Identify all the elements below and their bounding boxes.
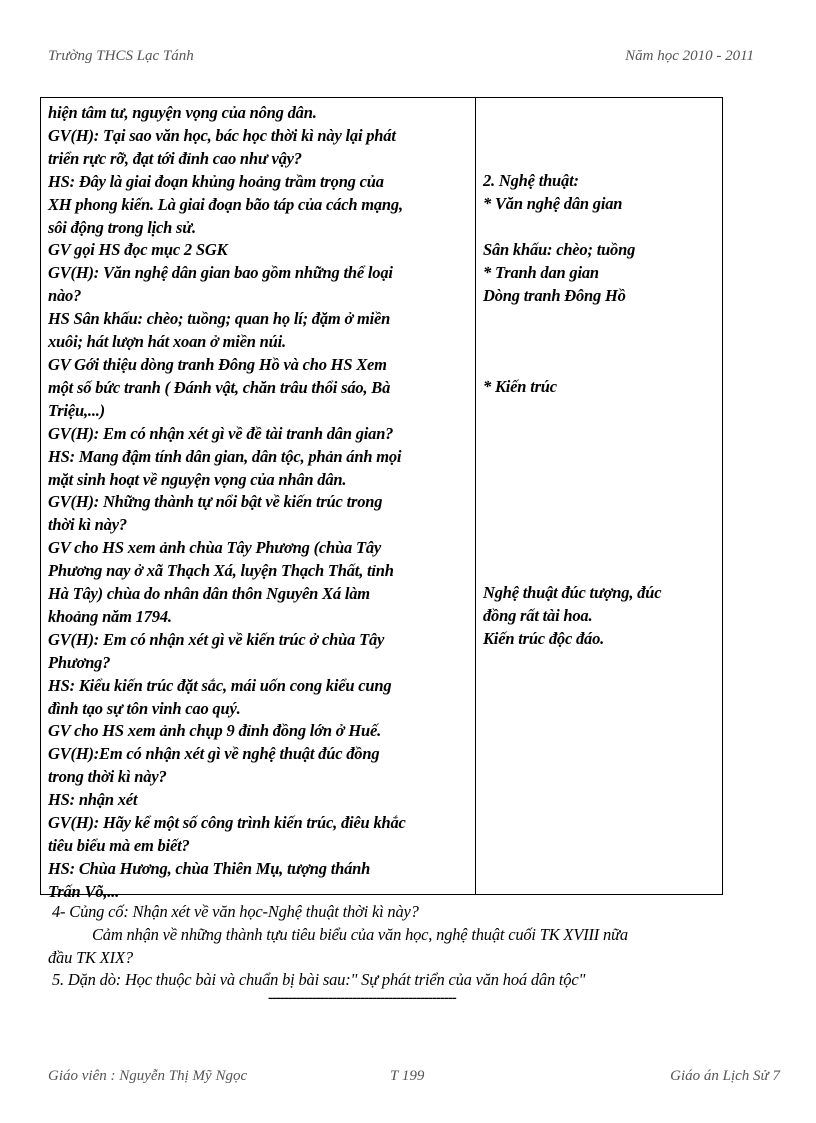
lesson-table — [40, 97, 723, 901]
activity-line: Trấn Võ,... — [48, 881, 119, 901]
activity-line: Phương? — [48, 652, 111, 672]
footer-teacher: Giáo viên : Nguyễn Thị Mỹ Ngọc — [48, 1068, 248, 1084]
activity-line: triển rực rỡ, đạt tới đỉnh cao như vậy? — [48, 148, 302, 168]
activity-line: tiêu biểu mà em biết? — [48, 836, 190, 855]
activity-line: GV cho HS xem ảnh chùa Tây Phương (chùa Tây — [48, 538, 381, 558]
folk-art-item: * Văn nghệ dân gian — [483, 194, 623, 213]
activity-line: GV gọi HS đọc mục 2 SGK — [48, 240, 228, 260]
reflection-line-2: đầu TK XIX? — [48, 948, 133, 967]
activity-line: hiện tâm tư, nguyện vọng của nông dân. — [48, 103, 317, 122]
activity-line: đình tạo sự tôn vinh cao quý. — [48, 698, 241, 718]
header-school: Trường THCS Lạc Tánh — [48, 48, 194, 64]
casting-art-line-1: Nghệ thuật đúc tượng, đúc — [483, 583, 662, 602]
activity-line: GV(H): Em có nhận xét gì về đề tài tranh dân gian? — [48, 423, 394, 443]
activity-line: GV(H): Văn nghệ dân gian bao gồm những thể loại — [48, 263, 393, 283]
homework-instruction: 5. Dặn dò: Học thuộc bài và chuẩn bị bài sau:" Sự phát triển của văn hoá dân tộc" — [52, 970, 586, 989]
activity-line: Hà Tây) chùa do nhân dân thôn Nguyên Xá làm — [48, 584, 370, 604]
dong-ho-paintings: Dòng tranh Đông Hồ — [483, 286, 626, 305]
activity-line: thời kì này? — [48, 515, 127, 535]
activity-line: trong thời kì này? — [48, 767, 167, 787]
activity-line: HS: Kiểu kiến trúc đặt sắc, mái uốn cong kiểu cung — [48, 675, 392, 695]
footer-page-number: T 199 — [390, 1068, 425, 1084]
folk-paintings-item: * Tranh dan gian — [483, 263, 599, 282]
activity-line: XH phong kiến. Là giai đoạn bão táp của cách mạng, — [48, 194, 403, 214]
activity-line: nào? — [48, 286, 82, 306]
activity-line: GV(H): Những thành tự nổi bật về kiến trúc trong — [48, 492, 383, 512]
activity-line: GV(H): Tại sao văn học, bác học thời kì này lại phát — [48, 125, 396, 145]
teacher-student-activities — [48, 102, 472, 904]
activity-line: Triệu,...) — [48, 400, 105, 420]
separator-line: ----------------------------------------------- — [268, 990, 456, 1006]
architecture-item: * Kiến trúc — [483, 377, 557, 396]
activity-line: GV(H): Hãy kể một số công trình kiến trúc, điêu khắc — [48, 813, 406, 833]
stage-arts: Sân khấu: chèo; tuồng — [483, 240, 636, 259]
activity-line: GV(H):Em có nhận xét gì về nghệ thuật đúc đồng — [48, 744, 380, 764]
art-heading: 2. Nghệ thuật: — [483, 171, 579, 190]
column-divider — [475, 98, 476, 894]
activity-line: HS: nhận xét — [48, 790, 138, 810]
activity-line: HS: Đây là giai đoạn khủng hoảng trầm trọng của — [48, 171, 384, 191]
activity-line: xuôi; hát lượn hát xoan ở miền núi. — [48, 332, 286, 352]
activity-line: Phương nay ở xã Thạch Xá, luyện Thạch Thất, tỉnh — [48, 561, 394, 581]
activity-line: HS Sân khấu: chèo; tuồng; quan họ lí; đặm ở miền — [48, 309, 391, 329]
footer-subject: Giáo án Lịch Sử 7 — [670, 1068, 780, 1084]
activity-line: khoảng năm 1794. — [48, 606, 172, 626]
activity-line: sôi động trong lịch sử. — [48, 217, 196, 237]
unique-architecture: Kiến trúc độc đáo. — [483, 629, 605, 648]
activity-line: HS: Chùa Hương, chùa Thiên Mụ, tượng thánh — [48, 858, 371, 878]
activity-line: HS: Mang đậm tính dân gian, dân tộc, phản ánh mọi — [48, 446, 402, 466]
activity-line: GV Gới thiệu dòng tranh Đông Hồ và cho HS Xem — [48, 354, 387, 374]
casting-art-line-2: đồng rất tài hoa. — [483, 606, 593, 625]
activity-line: mặt sinh hoạt về nguyện vọng của nhân dân. — [48, 469, 347, 489]
activity-line: một số bức tranh ( Đánh vật, chăn trâu thổi sáo, Bà — [48, 377, 391, 397]
consolidation-question: 4- Củng cố: Nhận xét về văn học-Nghệ thuật thời kì này? — [52, 902, 419, 921]
header-school-year: Năm học 2010 - 2011 — [625, 48, 754, 64]
activity-line: GV(H): Em có nhận xét gì về kiến trúc ở chùa Tây — [48, 629, 385, 649]
activity-line: GV cho HS xem ảnh chụp 9 đỉnh đồng lớn ở Huế. — [48, 721, 381, 741]
reflection-line-1: Cảm nhận về những thành tựu tiêu biểu của văn học, nghệ thuật cuối TK XVIII nữa — [92, 925, 628, 944]
